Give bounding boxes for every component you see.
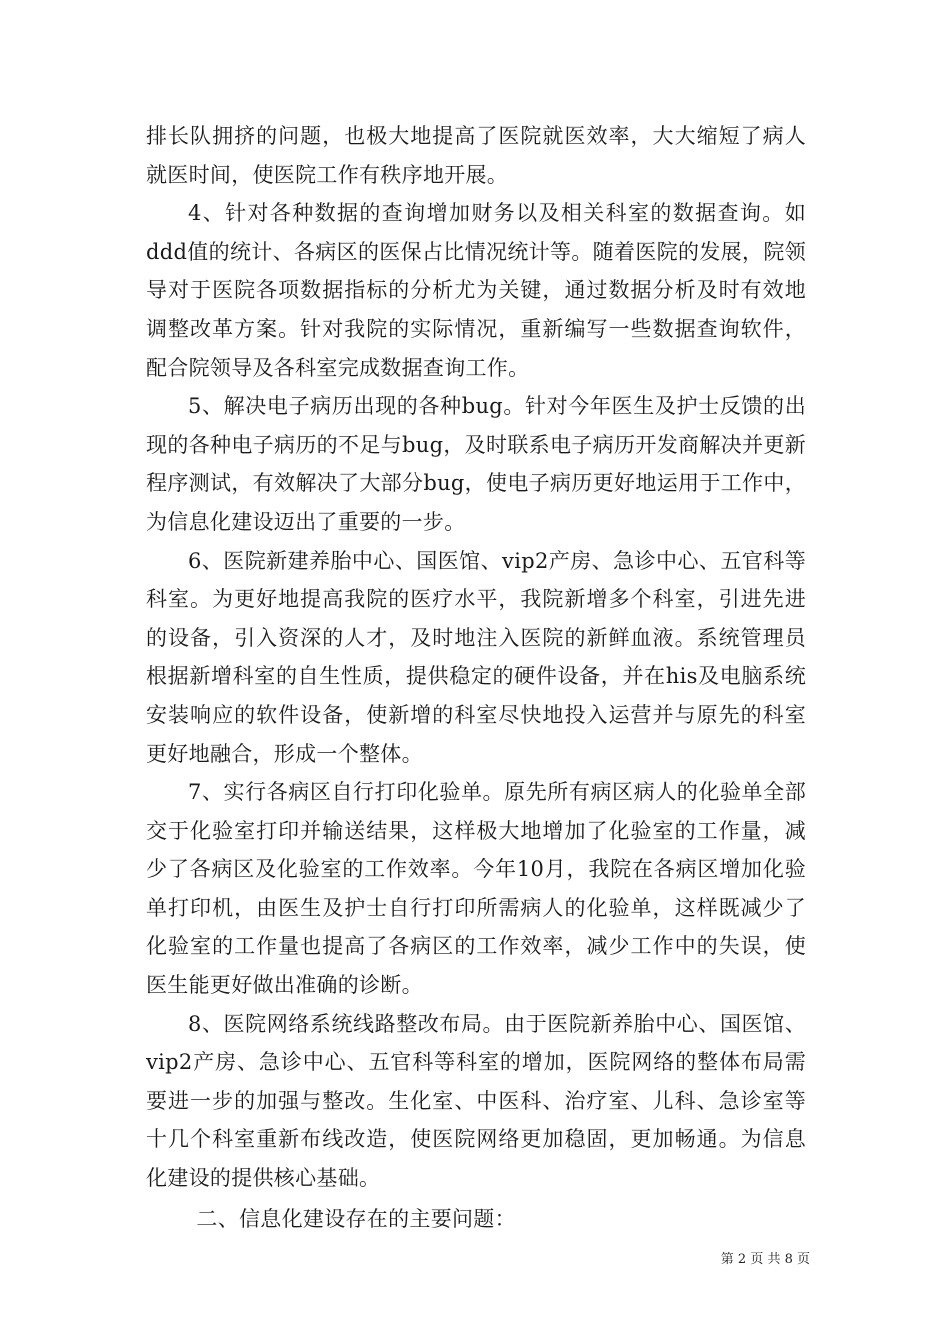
section-heading: 二、信息化建设存在的主要问题： <box>196 1206 516 1231</box>
paragraph-item-5: 5、解决电子病历出现的各种bug。针对今年医生及护士反馈的出现的各种电子病历的不足与bug，及时联系电子病历开发商解决并更新程序测试，有效解决了大部分bug，使电子病历更好地运用于工作中，为信息化建设迈出了重要的一步。 <box>146 394 806 534</box>
paragraph-continuation: 排长队拥挤的问题，也极大地提高了医院就医效率，大大缩短了病人就医时间，使医院工作有秩序地开展。 <box>146 124 806 187</box>
page-number-footer: 第 2 页 共 8 页 <box>720 1252 810 1267</box>
document-body <box>146 117 806 1238</box>
paragraph-item-8: 8、医院网络系统线路整改布局。由于医院新养胎中心、国医馆、vip2产房、急诊中心、五官科等科室的增加，医院网络的整体布局需要进一步的加强与整改。生化室、中医科、治疗室、儿科、急诊室等十几个科室重新布线改造，使医院网络更加稳固，更加畅通。为信息化建设的提供核心基础。 <box>146 1011 806 1191</box>
paragraph-item-4: 4、针对各种数据的查询增加财务以及相关科室的数据查询。如ddd值的统计、各病区的医保占比情况统计等。随着医院的发展，院领导对于医院各项数据指标的分析尤为关键，通过数据分析及时有效地调整改革方案。针对我院的实际情况，重新编写一些数据查询软件，配合院领导及各科室完成数据查询工作。 <box>146 201 806 380</box>
paragraph-item-6: 6、医院新建养胎中心、国医馆、vip2产房、急诊中心、五官科等科室。为更好地提高我院的医疗水平，我院新增多个科室，引进先进的设备，引入资深的人才，及时地注入医院的新鲜血液。系统管理员根据新增科室的自生性质，提供稳定的硬件设备，并在his及电脑系统安装响应的软件设备，使新增的科室尽快地投入运营并与原先的科室更好地融合，形成一个整体。 <box>146 548 806 766</box>
paragraph-item-7: 7、实行各病区自行打印化验单。原先所有病区病人的化验单全部交于化验室打印并输送结果，这样极大地增加了化验室的工作量，减少了各病区及化验室的工作效率。今年10月，我院在各病区增加化验单打印机，由医生及护士自行打印所需病人的化验单，这样既减少了化验室的工作量也提高了各病区的工作效率，减少工作中的失误，使医生能更好做出准确的诊断。 <box>146 780 806 998</box>
